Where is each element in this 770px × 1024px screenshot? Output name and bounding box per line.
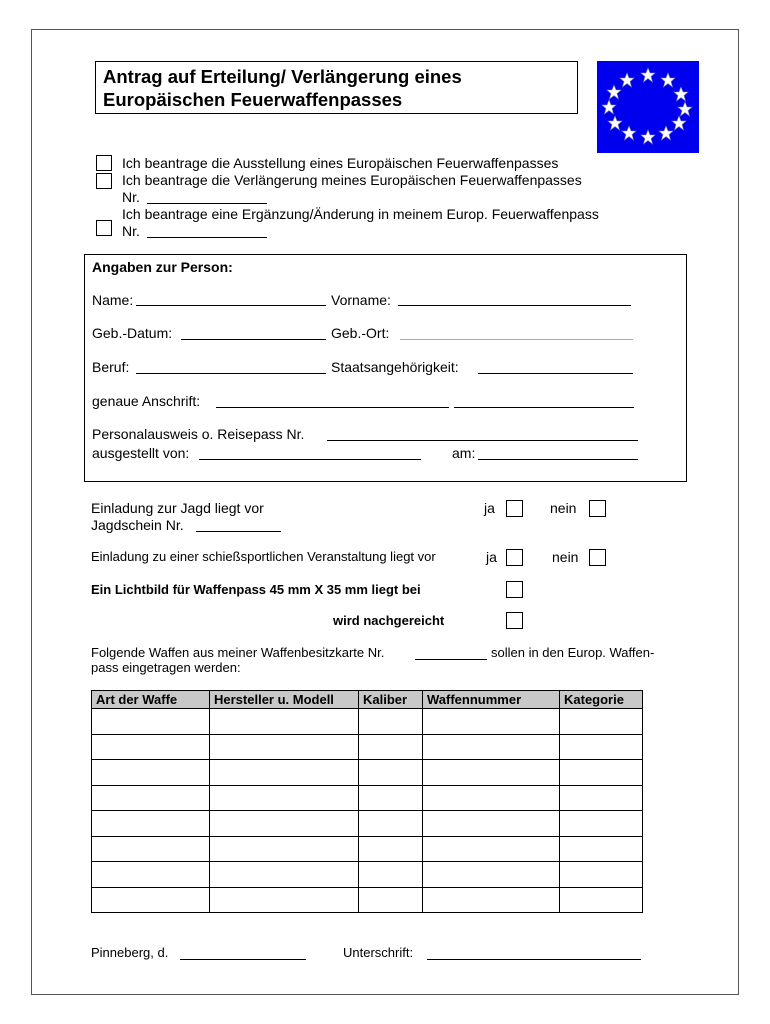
ausgestellt-field[interactable] bbox=[199, 459, 421, 460]
signature-field[interactable] bbox=[427, 959, 641, 960]
table-cell[interactable] bbox=[423, 709, 560, 735]
table-cell[interactable] bbox=[92, 785, 210, 811]
weapons-intro-b: sollen in den Europ. Waffen- bbox=[491, 645, 655, 660]
weapons-intro-a: Folgende Waffen aus meiner Waffenbesitzkarte Nr. bbox=[91, 645, 385, 660]
table-cell[interactable] bbox=[92, 862, 210, 888]
hunt-no-label: nein bbox=[550, 500, 577, 516]
beruf-field[interactable] bbox=[136, 373, 326, 374]
hunt-license-label: Jagdschein Nr. bbox=[91, 517, 184, 533]
amend-nr-field[interactable] bbox=[147, 237, 267, 238]
table-cell[interactable] bbox=[210, 709, 359, 735]
extend-nr-field[interactable] bbox=[147, 203, 267, 204]
shooting-yes-checkbox[interactable] bbox=[506, 549, 523, 566]
hunt-license-field[interactable] bbox=[196, 531, 281, 532]
weapons-intro-line-2: pass eingetragen werden: bbox=[91, 660, 241, 675]
photo-later-checkbox[interactable] bbox=[506, 612, 523, 629]
table-cell[interactable] bbox=[359, 811, 423, 837]
issue-checkbox[interactable] bbox=[96, 155, 112, 171]
anschrift-label: genaue Anschrift: bbox=[92, 393, 201, 409]
col-art-header: Art der Waffe bbox=[92, 691, 210, 709]
extend-checkbox[interactable] bbox=[96, 173, 112, 189]
geb-ort-field[interactable] bbox=[400, 339, 633, 340]
table-cell[interactable] bbox=[210, 811, 359, 837]
table-cell[interactable] bbox=[423, 862, 560, 888]
table-cell[interactable] bbox=[92, 811, 210, 837]
shooting-invitation-label: Einladung zu einer schießsportlichen Veranstaltung liegt vor bbox=[91, 549, 436, 564]
table-cell[interactable] bbox=[210, 734, 359, 760]
table-cell[interactable] bbox=[359, 709, 423, 735]
ausgestellt-label: ausgestellt von: bbox=[92, 445, 190, 461]
table-cell[interactable] bbox=[92, 734, 210, 760]
shooting-no-label: nein bbox=[552, 549, 579, 565]
table-cell[interactable] bbox=[359, 836, 423, 862]
am-label: am: bbox=[452, 445, 476, 461]
table-cell[interactable] bbox=[92, 760, 210, 786]
table-cell[interactable] bbox=[92, 887, 210, 913]
form-title-line-1: Antrag auf Erteilung/ Verlängerung eines bbox=[103, 66, 462, 87]
table-cell[interactable] bbox=[423, 785, 560, 811]
staatsangehoerigkeit-label: Staatsangehörigkeit: bbox=[331, 359, 459, 375]
table-cell[interactable] bbox=[423, 734, 560, 760]
hunt-yes-label: ja bbox=[484, 500, 495, 516]
geb-datum-field[interactable] bbox=[181, 339, 326, 340]
eu-stars-icon bbox=[597, 61, 699, 153]
shooting-yes-label: ja bbox=[486, 549, 497, 565]
shooting-no-checkbox[interactable] bbox=[589, 549, 606, 566]
beruf-label: Beruf: bbox=[92, 359, 130, 375]
table-cell[interactable] bbox=[210, 836, 359, 862]
photo-attached-checkbox[interactable] bbox=[506, 581, 523, 598]
table-cell[interactable] bbox=[560, 785, 643, 811]
hunt-no-checkbox[interactable] bbox=[589, 500, 606, 517]
eu-flag bbox=[597, 61, 699, 153]
table-cell[interactable] bbox=[423, 836, 560, 862]
signature-label: Unterschrift: bbox=[343, 945, 414, 960]
anschrift-field-1[interactable] bbox=[216, 407, 449, 408]
amend-label: Ich beantrage eine Ergänzung/Änderung in meinem Europ. Feuerwaffenpass bbox=[122, 206, 599, 222]
place-date-label: Pinneberg, d. bbox=[91, 945, 169, 960]
col-kaliber-header: Kaliber bbox=[359, 691, 423, 709]
photo-attached-label: Ein Lichtbild für Waffenpass 45 mm X 35 mm liegt bei bbox=[91, 582, 421, 597]
extend-nr-label: Nr. bbox=[122, 189, 140, 205]
am-field[interactable] bbox=[478, 459, 638, 460]
ausweis-label: Personalausweis o. Reisepass Nr. bbox=[92, 426, 305, 442]
table-cell[interactable] bbox=[423, 887, 560, 913]
photo-later-label: wird nachgereicht bbox=[333, 613, 445, 628]
table-cell[interactable] bbox=[359, 887, 423, 913]
table-cell[interactable] bbox=[210, 887, 359, 913]
hunt-yes-checkbox[interactable] bbox=[506, 500, 523, 517]
ausweis-field[interactable] bbox=[327, 440, 638, 441]
issue-label: Ich beantrage die Ausstellung eines Europäischen Feuerwaffenpasses bbox=[122, 155, 559, 171]
table-row bbox=[92, 862, 643, 888]
table-cell[interactable] bbox=[359, 862, 423, 888]
table-cell[interactable] bbox=[423, 811, 560, 837]
table-cell[interactable] bbox=[92, 709, 210, 735]
table-row bbox=[92, 734, 643, 760]
col-kategorie-header: Kategorie bbox=[560, 691, 643, 709]
vorname-field[interactable] bbox=[398, 305, 631, 306]
col-waffennummer-header: Waffennummer bbox=[423, 691, 560, 709]
table-cell[interactable] bbox=[560, 760, 643, 786]
table-cell[interactable] bbox=[423, 760, 560, 786]
table-header-row bbox=[92, 691, 643, 709]
amend-checkbox[interactable] bbox=[96, 220, 112, 236]
extend-label: Ich beantrage die Verlängerung meines Europäischen Feuerwaffenpasses bbox=[122, 172, 582, 188]
name-label: Name: bbox=[92, 292, 134, 308]
table-cell[interactable] bbox=[92, 836, 210, 862]
table-cell[interactable] bbox=[359, 734, 423, 760]
table-cell[interactable] bbox=[560, 836, 643, 862]
person-heading: Angaben zur Person: bbox=[92, 259, 233, 275]
table-cell[interactable] bbox=[560, 887, 643, 913]
form-title-line-2: Europäischen Feuerwaffenpasses bbox=[103, 89, 403, 110]
table-row bbox=[92, 811, 643, 837]
table-cell[interactable] bbox=[560, 811, 643, 837]
weapons-table bbox=[91, 690, 643, 913]
table-cell[interactable] bbox=[210, 785, 359, 811]
table-cell[interactable] bbox=[210, 862, 359, 888]
table-cell[interactable] bbox=[560, 709, 643, 735]
table-row bbox=[92, 785, 643, 811]
table-row bbox=[92, 836, 643, 862]
table-row bbox=[92, 760, 643, 786]
wbk-nr-field[interactable] bbox=[415, 659, 487, 660]
geb-datum-label: Geb.-Datum: bbox=[92, 325, 173, 341]
table-cell[interactable] bbox=[560, 734, 643, 760]
anschrift-field-2[interactable] bbox=[454, 407, 634, 408]
date-field[interactable] bbox=[180, 959, 306, 960]
table-row bbox=[92, 709, 643, 735]
table-cell[interactable] bbox=[359, 760, 423, 786]
col-hersteller-header: Hersteller u. Modell bbox=[210, 691, 359, 709]
table-cell[interactable] bbox=[560, 862, 643, 888]
hunt-invitation-label: Einladung zur Jagd liegt vor bbox=[91, 500, 264, 516]
form-title bbox=[103, 65, 462, 111]
geb-ort-label: Geb.-Ort: bbox=[331, 325, 390, 341]
table-row bbox=[92, 887, 643, 913]
table-cell[interactable] bbox=[210, 760, 359, 786]
table-cell[interactable] bbox=[359, 785, 423, 811]
name-field[interactable] bbox=[136, 305, 326, 306]
staatsangehoerigkeit-field[interactable] bbox=[478, 373, 633, 374]
amend-nr-label: Nr. bbox=[122, 223, 140, 239]
vorname-label: Vorname: bbox=[331, 292, 391, 308]
